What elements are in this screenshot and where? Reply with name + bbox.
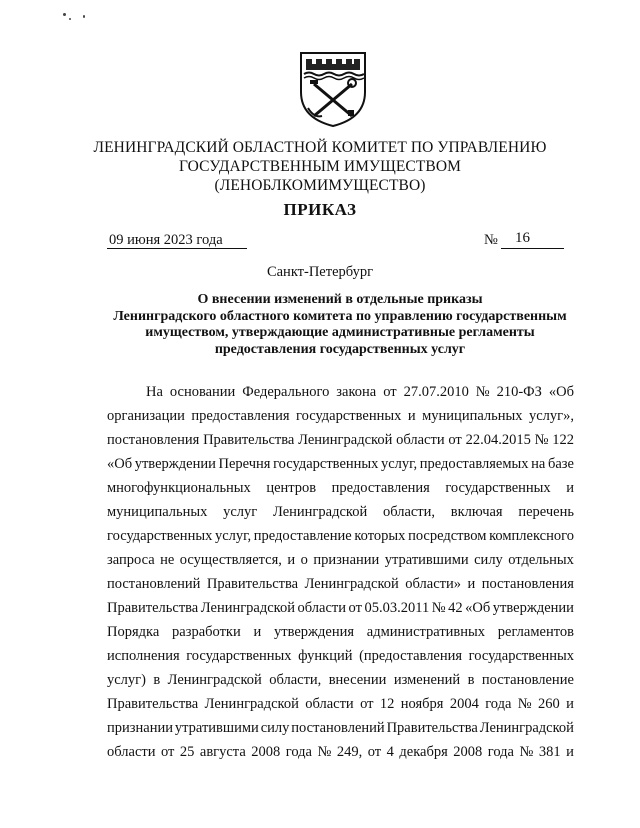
body-word: центров — [266, 480, 317, 496]
body-word: Ленинградской — [200, 600, 295, 616]
body-word: области» — [405, 576, 461, 592]
body-word: утверждении — [492, 600, 574, 616]
body-word: от — [367, 744, 382, 760]
body-line — [107, 476, 574, 500]
body-word: 249, — [336, 744, 363, 760]
body-word: которых — [354, 528, 406, 544]
body-word: Ленинградской — [298, 432, 393, 448]
body-word: государственных — [468, 648, 574, 664]
body-word: на — [531, 456, 546, 472]
body-line — [107, 428, 574, 452]
body-word: государственных — [186, 648, 292, 664]
scan-speck — [63, 13, 66, 16]
body-word: Ленинградской — [167, 672, 262, 688]
body-word: не — [160, 552, 175, 568]
body-word: области — [305, 696, 354, 712]
body-word: организации — [107, 408, 185, 424]
body-word: области, — [269, 672, 322, 688]
body-word: услуг) — [107, 672, 146, 688]
body-word: ноября — [400, 696, 444, 712]
body-word: Ленинградской — [272, 504, 368, 520]
body-word: года — [285, 744, 312, 760]
scan-speck — [69, 18, 71, 20]
body-word: № — [534, 432, 549, 448]
body-word: базе — [547, 456, 574, 472]
body-line — [107, 524, 574, 548]
body-word: декабря — [399, 744, 448, 760]
body-word: Порядка — [107, 624, 160, 640]
body-word: 25 — [179, 744, 195, 760]
body-word: 122 — [552, 432, 574, 448]
order-number-label: № — [484, 232, 498, 248]
body-word: силу — [260, 720, 290, 736]
body-word: области — [396, 432, 445, 448]
body-line — [107, 668, 574, 692]
body-word: от — [348, 600, 362, 616]
body-line — [107, 596, 574, 620]
body-word: от — [360, 696, 374, 712]
organization-name — [0, 138, 640, 195]
body-line — [107, 692, 574, 716]
body-word: 260 — [538, 696, 560, 712]
body-word: услуг, — [215, 528, 252, 544]
body-word: Правительства — [107, 600, 199, 616]
body-word: государственных — [107, 528, 213, 544]
body-text — [107, 380, 574, 764]
body-word: 22.04.2015 — [465, 432, 531, 448]
body-word: посредством — [408, 528, 487, 544]
body-word: (предоставления — [359, 648, 463, 664]
body-word: и — [287, 552, 296, 568]
body-word: многофункциональных — [107, 480, 251, 496]
title-line-1: О внесении изменений в отдельные приказы — [197, 292, 483, 307]
body-word: 42 — [448, 600, 463, 616]
body-line — [107, 452, 574, 476]
body-word: Правительства — [203, 432, 295, 448]
body-word: № — [519, 744, 534, 760]
body-word: постановлений — [291, 720, 385, 736]
body-word: 4 — [386, 744, 394, 760]
body-word: предоставления — [331, 480, 430, 496]
body-word: услуг», — [529, 408, 574, 424]
body-word: разработки — [172, 624, 241, 640]
body-word: предоставления — [191, 408, 290, 424]
body-word: 12 — [379, 696, 395, 712]
body-word: и — [253, 624, 262, 640]
body-word: основании — [169, 384, 236, 400]
body-word: Ленинградской — [479, 720, 574, 736]
body-word: 2008 — [251, 744, 281, 760]
body-word: государственных — [296, 408, 402, 424]
body-word: в — [467, 672, 475, 688]
body-line — [107, 740, 574, 764]
body-word: постановление — [481, 672, 574, 688]
body-word: № — [475, 384, 490, 400]
body-word: области — [107, 744, 156, 760]
body-word: № — [317, 744, 332, 760]
body-word: утверждения — [273, 624, 355, 640]
body-word: о — [300, 552, 308, 568]
body-word: предоставляемых — [419, 456, 529, 472]
body-word: 05.03.2011 — [364, 600, 430, 616]
body-word: года — [487, 744, 514, 760]
body-word: и — [566, 480, 574, 496]
body-word: Ленинградской — [304, 576, 399, 592]
body-line — [107, 380, 574, 404]
body-word: Ленинградской — [204, 696, 299, 712]
body-word: «Об — [465, 600, 491, 616]
body-word: комплексного — [489, 528, 574, 544]
body-word: муниципальных — [422, 408, 523, 424]
body-word: услуг, — [381, 456, 418, 472]
body-word: изменений — [393, 672, 461, 688]
coat-of-arms-icon — [298, 50, 368, 128]
org-line-2: ГОСУДАРСТВЕННЫМ ИМУЩЕСТВОМ — [178, 158, 462, 175]
body-word: от — [383, 384, 397, 400]
body-word: от — [448, 432, 462, 448]
body-word: включая — [450, 504, 503, 520]
body-word: области — [297, 600, 347, 616]
title-line-3: имуществом, утверждающие административные регламенты — [145, 325, 535, 340]
body-word: Правительства — [386, 720, 478, 736]
body-word: и — [467, 576, 476, 592]
body-word: «Об — [548, 384, 574, 400]
body-line — [107, 644, 574, 668]
body-word: Федерального — [242, 384, 330, 400]
document-title — [100, 292, 580, 358]
body-word: от — [160, 744, 175, 760]
order-number: 16 — [501, 228, 564, 249]
body-word: осуществляется, — [179, 552, 282, 568]
body-word: признании — [313, 552, 380, 568]
body-line — [107, 548, 574, 572]
scan-speck — [83, 15, 85, 18]
title-line-2: Ленинградского областного комитета по управлению государственным — [113, 308, 567, 324]
title-line-4: предоставления государственных услуг — [214, 341, 466, 357]
body-word: постановлений — [107, 576, 201, 592]
body-word: государственных — [445, 480, 551, 496]
body-word: утверждении — [134, 456, 216, 472]
body-word: в — [153, 672, 161, 688]
body-word: утратившими — [384, 552, 469, 568]
body-word: отдельных — [508, 552, 574, 568]
org-line-1: ЛЕНИНГРАДСКИЙ ОБЛАСТНОЙ КОМИТЕТ ПО УПРАВЛЕНИЮ — [93, 139, 547, 156]
body-word: административных — [366, 624, 486, 640]
body-word: внесении — [328, 672, 387, 688]
order-date: 09 июня 2023 года — [107, 232, 247, 249]
body-word: 27.07.2010 — [403, 384, 469, 400]
body-word: августа — [199, 744, 246, 760]
body-word: предоставление — [253, 528, 352, 544]
body-word: силу — [474, 552, 503, 568]
body-word: № — [517, 696, 532, 712]
org-line-3: (ЛЕНОБЛКОМИМУЩЕСТВО) — [214, 177, 426, 194]
body-line — [107, 404, 574, 428]
document-type: ПРИКАЗ — [283, 200, 357, 219]
body-word: и — [566, 744, 574, 760]
body-line — [107, 500, 574, 524]
body-word: перечень — [518, 504, 574, 520]
body-word: области, — [382, 504, 436, 520]
body-word: запроса — [107, 552, 155, 568]
body-word: утратившими — [174, 720, 259, 736]
body-word: года — [485, 696, 512, 712]
body-word: услуг — [223, 504, 258, 520]
body-word: государственных — [273, 456, 379, 472]
body-word: 210-ФЗ — [496, 384, 542, 400]
body-word: и — [566, 696, 574, 712]
body-word: регламентов — [497, 624, 574, 640]
body-word: и — [407, 408, 416, 424]
body-word: признании — [107, 720, 173, 736]
body-word: «Об — [107, 456, 133, 472]
body-word: На — [146, 384, 163, 400]
body-word: № — [431, 600, 446, 616]
body-word: муниципальных — [107, 504, 208, 520]
body-word: функций — [298, 648, 353, 664]
body-word: Перечня — [218, 456, 271, 472]
body-line — [107, 620, 574, 644]
body-line — [107, 572, 574, 596]
body-word: Правительства — [206, 576, 299, 592]
body-word: постановления — [481, 576, 574, 592]
body-word: закона — [336, 384, 377, 400]
body-line — [107, 716, 574, 740]
body-word: Правительства — [107, 696, 199, 712]
body-word: постановления — [107, 432, 200, 448]
body-word: исполнения — [107, 648, 180, 664]
city: Санкт-Петербург — [266, 264, 374, 280]
body-word: 2008 — [453, 744, 483, 760]
body-word: 381 — [538, 744, 561, 760]
body-word: 2004 — [449, 696, 479, 712]
